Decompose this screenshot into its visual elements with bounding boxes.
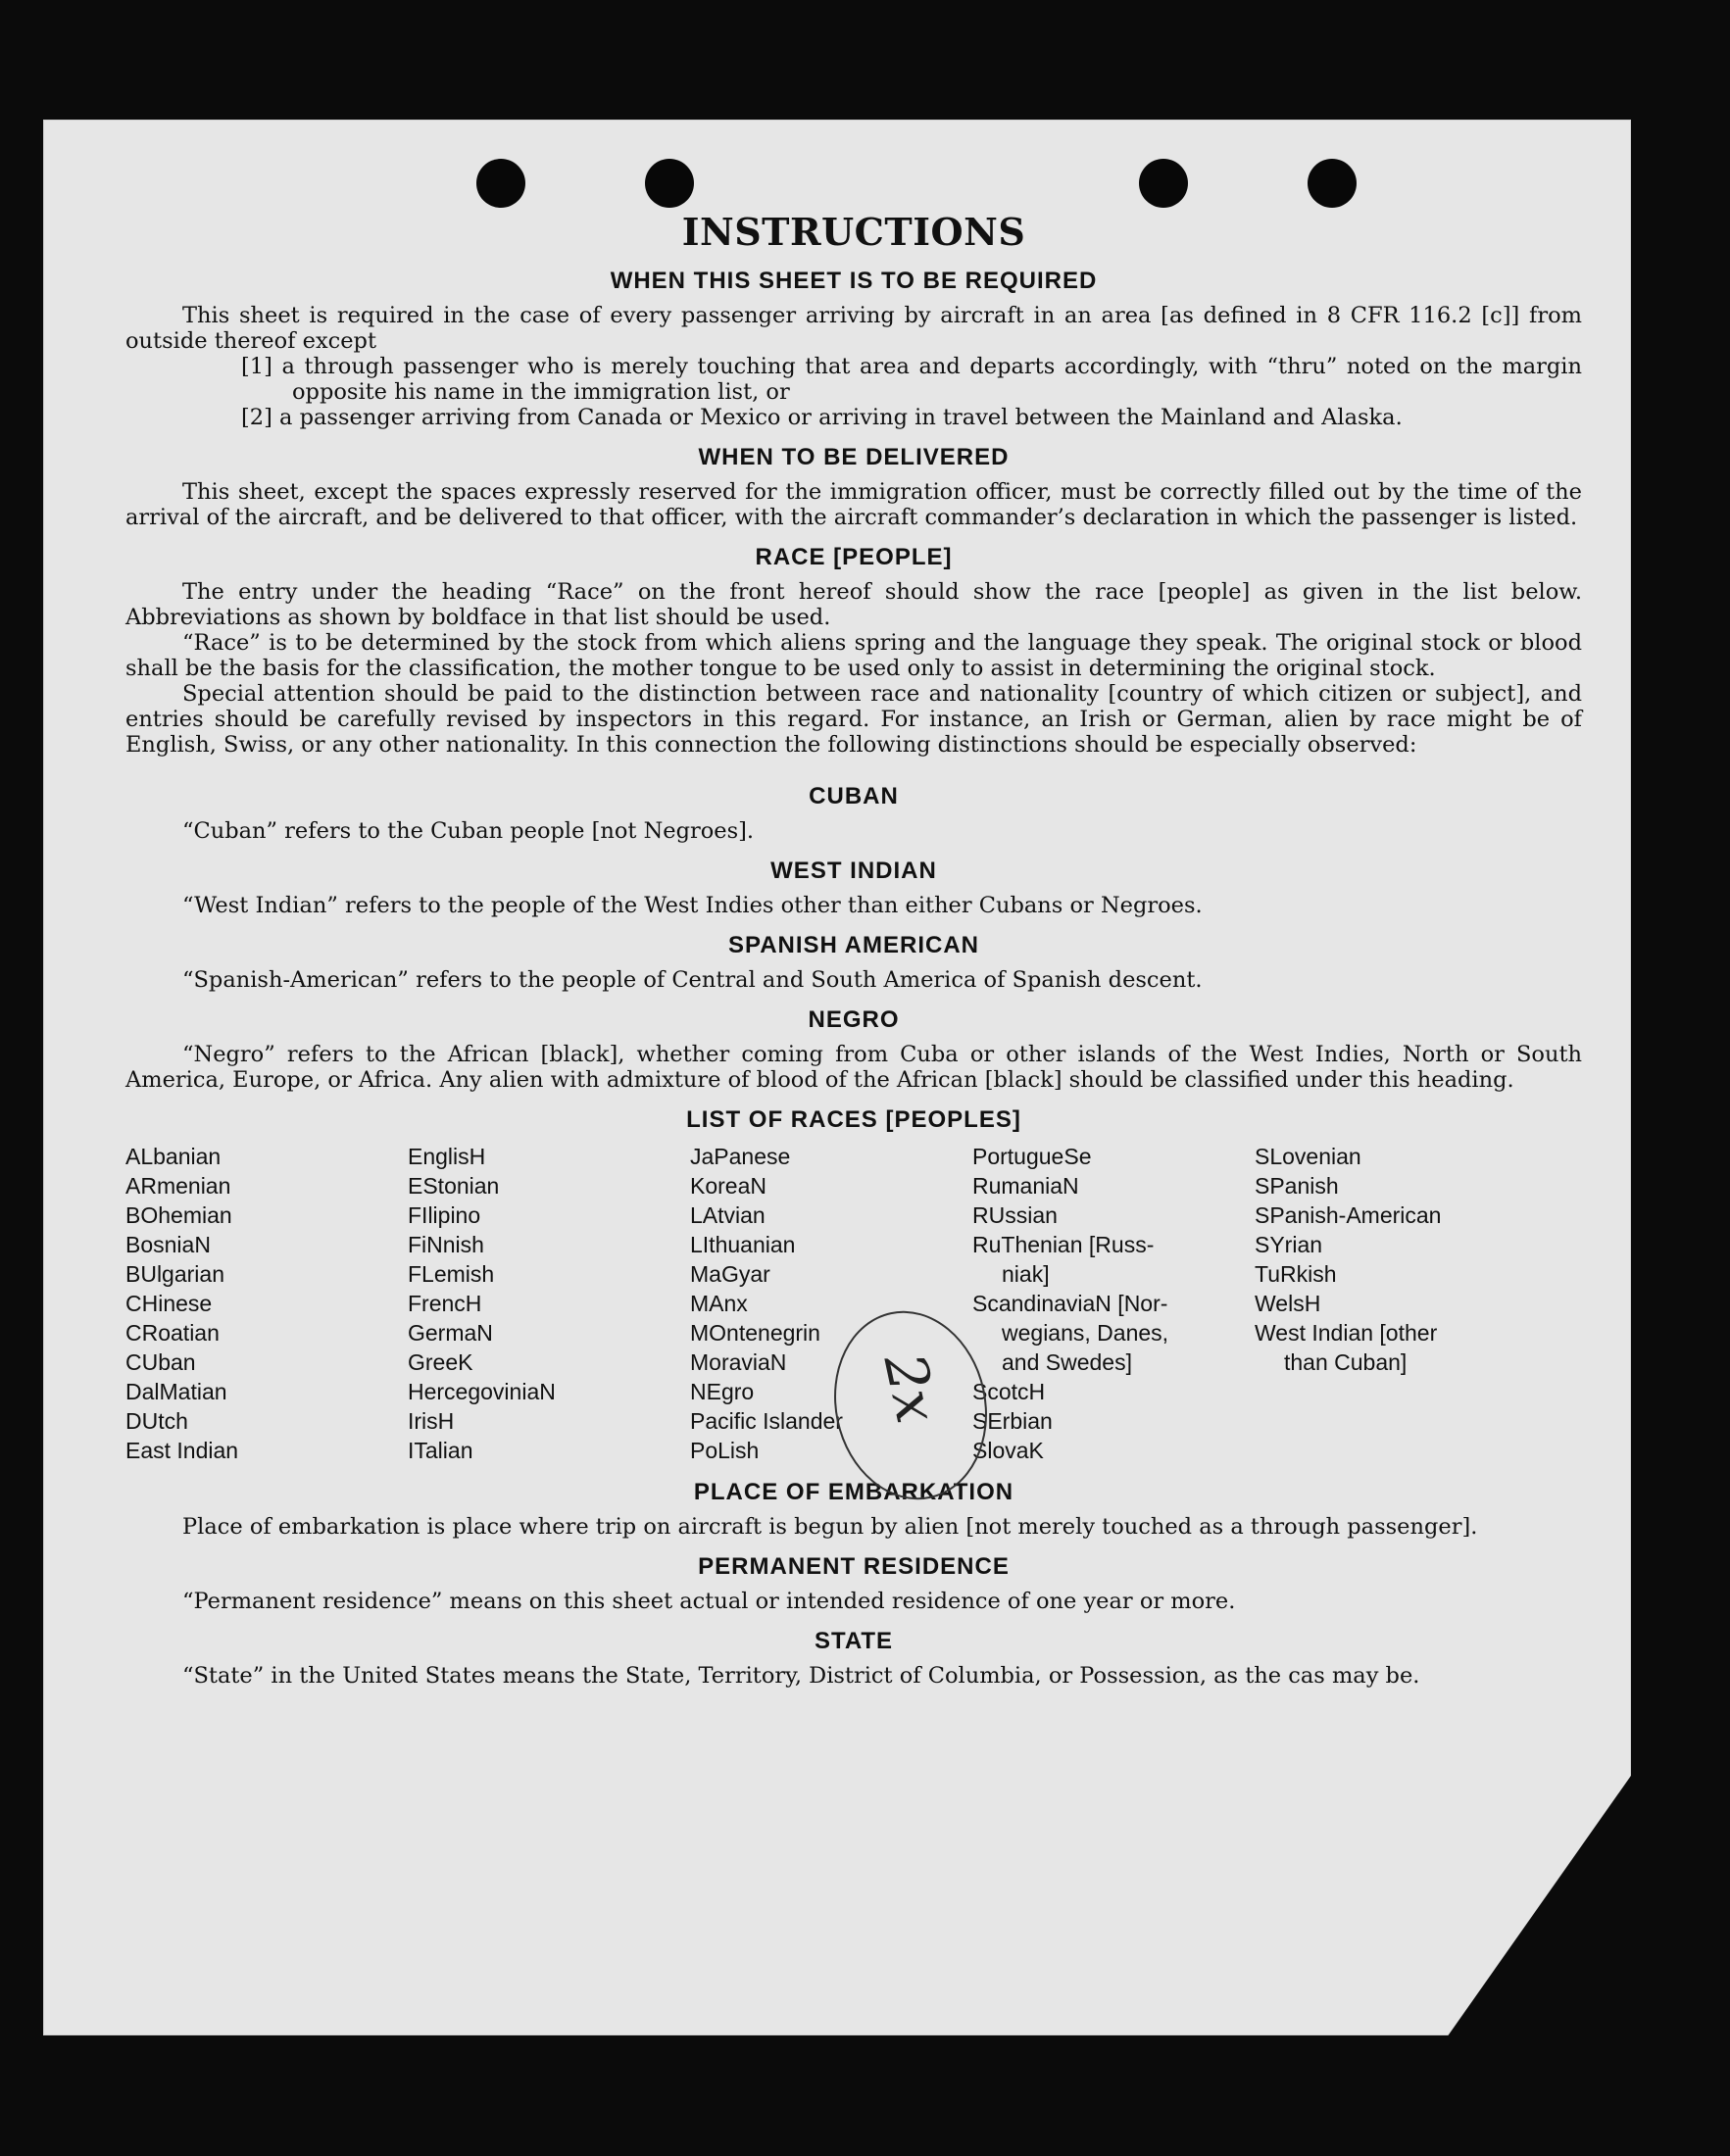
required-intro: This sheet is required in the case of every passenger arriving by aircraft in an area [as defined in 8 CFR 116.2 [c]] from outside thereof except	[125, 303, 1582, 354]
race-item: BOhemian	[125, 1202, 232, 1228]
race-item: FiNnish	[408, 1232, 484, 1257]
race-item: NEgro	[690, 1379, 755, 1404]
race-item: GreeK	[408, 1349, 473, 1375]
punch-hole	[1308, 159, 1357, 208]
race-paragraph-3: Special attention should be paid to the distinction between race and nationality [country of which citizen or subject], and entries should be carefully revised by inspectors in this regard. For instance, an Irish or German, alien by race might be of English, Swiss, or any other nationality. In this connection the following distinctions should be especially observed:	[125, 681, 1582, 758]
heading-residence: PERMANENT RESIDENCE	[698, 1553, 1010, 1580]
race-item: than Cuban]	[1284, 1349, 1408, 1375]
race-item: WelsH	[1255, 1291, 1321, 1316]
heading-delivered: WHEN TO BE DELIVERED	[698, 444, 1010, 470]
heading-embarkation: PLACE OF EMBARKATION	[693, 1479, 1014, 1505]
residence-text: “Permanent residence” means on this sheet actual or intended residence of one year or more.	[182, 1589, 1236, 1614]
race-column-2	[408, 1142, 690, 1465]
race-item: KoreaN	[690, 1173, 766, 1199]
race-item: ARmenian	[125, 1173, 231, 1199]
race-item: ITalian	[408, 1438, 473, 1463]
punch-hole	[645, 159, 694, 208]
race-item: ScandinaviaN [Nor-	[972, 1291, 1168, 1316]
race-item: MOntenegrin	[690, 1320, 820, 1346]
document-page	[43, 120, 1631, 2035]
race-item: RuThenian [Russ-	[972, 1232, 1155, 1257]
race-item: ScotcH	[972, 1379, 1046, 1404]
race-item: SYrian	[1255, 1232, 1323, 1257]
folded-corner	[1447, 1773, 1631, 2035]
race-item: BUlgarian	[125, 1261, 224, 1287]
race-item: GermaN	[408, 1320, 493, 1346]
state-text: “State” in the United States means the State, Territory, District of Columbia, or Possession, as the cas may be.	[182, 1663, 1420, 1689]
embarkation-text: Place of embarkation is place where trip on aircraft is begun by alien [not merely touched as a through passenger].	[182, 1514, 1478, 1540]
race-item: FrencH	[408, 1291, 482, 1316]
cuban-text: “Cuban” refers to the Cuban people [not Negroes].	[182, 818, 755, 844]
heading-negro: NEGRO	[808, 1006, 900, 1033]
race-item: JaPanese	[690, 1144, 791, 1169]
race-item: TuRkish	[1255, 1261, 1337, 1287]
race-column-5	[1255, 1142, 1537, 1465]
race-item: SLovenian	[1255, 1144, 1361, 1169]
punch-hole	[476, 159, 525, 208]
race-item: West Indian [other	[1255, 1320, 1438, 1346]
race-item: DalMatian	[125, 1379, 227, 1404]
race-item: LAtvian	[690, 1202, 766, 1228]
race-item: SErbian	[972, 1408, 1053, 1434]
race-item: DUtch	[125, 1408, 188, 1434]
race-paragraph-2: “Race” is to be determined by the stock from which aliens spring and the language they speak. The original stock or blood shall be the basis for the classification, the mother tongue to be used only to assist in determining the original stock.	[125, 630, 1582, 681]
race-item: ALbanian	[125, 1144, 222, 1169]
race-item: SPanish-American	[1255, 1202, 1442, 1228]
heading-race: RACE [PEOPLE]	[755, 544, 953, 570]
race-item: PoLish	[690, 1438, 760, 1463]
race-item: RumaniaN	[972, 1173, 1079, 1199]
heading-west-indian: WEST INDIAN	[770, 858, 937, 884]
race-item: EnglisH	[408, 1144, 486, 1169]
race-item: MaGyar	[690, 1261, 770, 1287]
delivered-text: This sheet, except the spaces expressly reserved for the immigration officer, must be correctly filled out by the time of the arrival of the aircraft, and be delivered to that officer, with the aircraft commander’s declaration in which the passenger is listed.	[125, 479, 1582, 530]
race-item: SPanish	[1255, 1173, 1339, 1199]
race-item: wegians, Danes,	[1002, 1320, 1169, 1346]
heading-required: WHEN THIS SHEET IS TO BE REQUIRED	[610, 268, 1098, 294]
race-item: MAnx	[690, 1291, 748, 1316]
race-item: SlovaK	[972, 1438, 1044, 1463]
west-indian-text: “West Indian” refers to the people of the West Indies other than either Cubans or Negroes.	[182, 893, 1203, 918]
race-item: BosniaN	[125, 1232, 211, 1257]
page-title: INSTRUCTIONS	[681, 210, 1026, 254]
instructions-content	[125, 210, 1582, 1689]
race-item: East Indian	[125, 1438, 239, 1463]
required-item-2: [2] a passenger arriving from Canada or Mexico or arriving in travel between the Mainland and Alaska.	[241, 405, 1403, 430]
race-item: Pacific Islander	[690, 1408, 843, 1434]
negro-text: “Negro” refers to the African [black], whether coming from Cuba or other islands of the West Indies, North or South America, Europe, or Africa. Any alien with admixture of blood of the African [black] should be classified under this heading.	[125, 1042, 1582, 1093]
race-item: FIlipino	[408, 1202, 481, 1228]
race-item: CRoatian	[125, 1320, 220, 1346]
stamp-text: 2x	[870, 1348, 951, 1429]
required-item-1: [1] a through passenger who is merely touching that area and departs accordingly, with “thru” noted on the margin opposite his name in the immigration list, or	[241, 354, 1582, 405]
spanish-american-text: “Spanish-American” refers to the people of Central and South America of Spanish descent.	[182, 967, 1203, 993]
race-column-1	[125, 1142, 408, 1465]
race-item: HercegoviniaN	[408, 1379, 556, 1404]
race-item: and Swedes]	[1002, 1349, 1132, 1375]
race-paragraph-1: The entry under the heading “Race” on the front hereof should show the race [people] as given in the list below. Abbreviations as shown by boldface in that list should be used.	[125, 579, 1582, 630]
race-item: PortugueSe	[972, 1144, 1092, 1169]
race-item: MoraviaN	[690, 1349, 787, 1375]
race-item: RUssian	[972, 1202, 1058, 1228]
race-item: niak]	[1002, 1261, 1050, 1287]
heading-race-list: LIST OF RACES [PEOPLES]	[686, 1106, 1021, 1133]
race-item: CUban	[125, 1349, 196, 1375]
heading-cuban: CUBAN	[809, 783, 899, 809]
punch-hole	[1139, 159, 1188, 208]
race-item: LIthuanian	[690, 1232, 796, 1257]
race-item: CHinese	[125, 1291, 213, 1316]
race-item: FLemish	[408, 1261, 495, 1287]
race-item: IrisH	[408, 1408, 455, 1434]
heading-spanish-american: SPANISH AMERICAN	[727, 932, 979, 958]
race-column-4	[972, 1142, 1255, 1465]
heading-state: STATE	[814, 1628, 894, 1654]
race-item: EStonian	[408, 1173, 500, 1199]
